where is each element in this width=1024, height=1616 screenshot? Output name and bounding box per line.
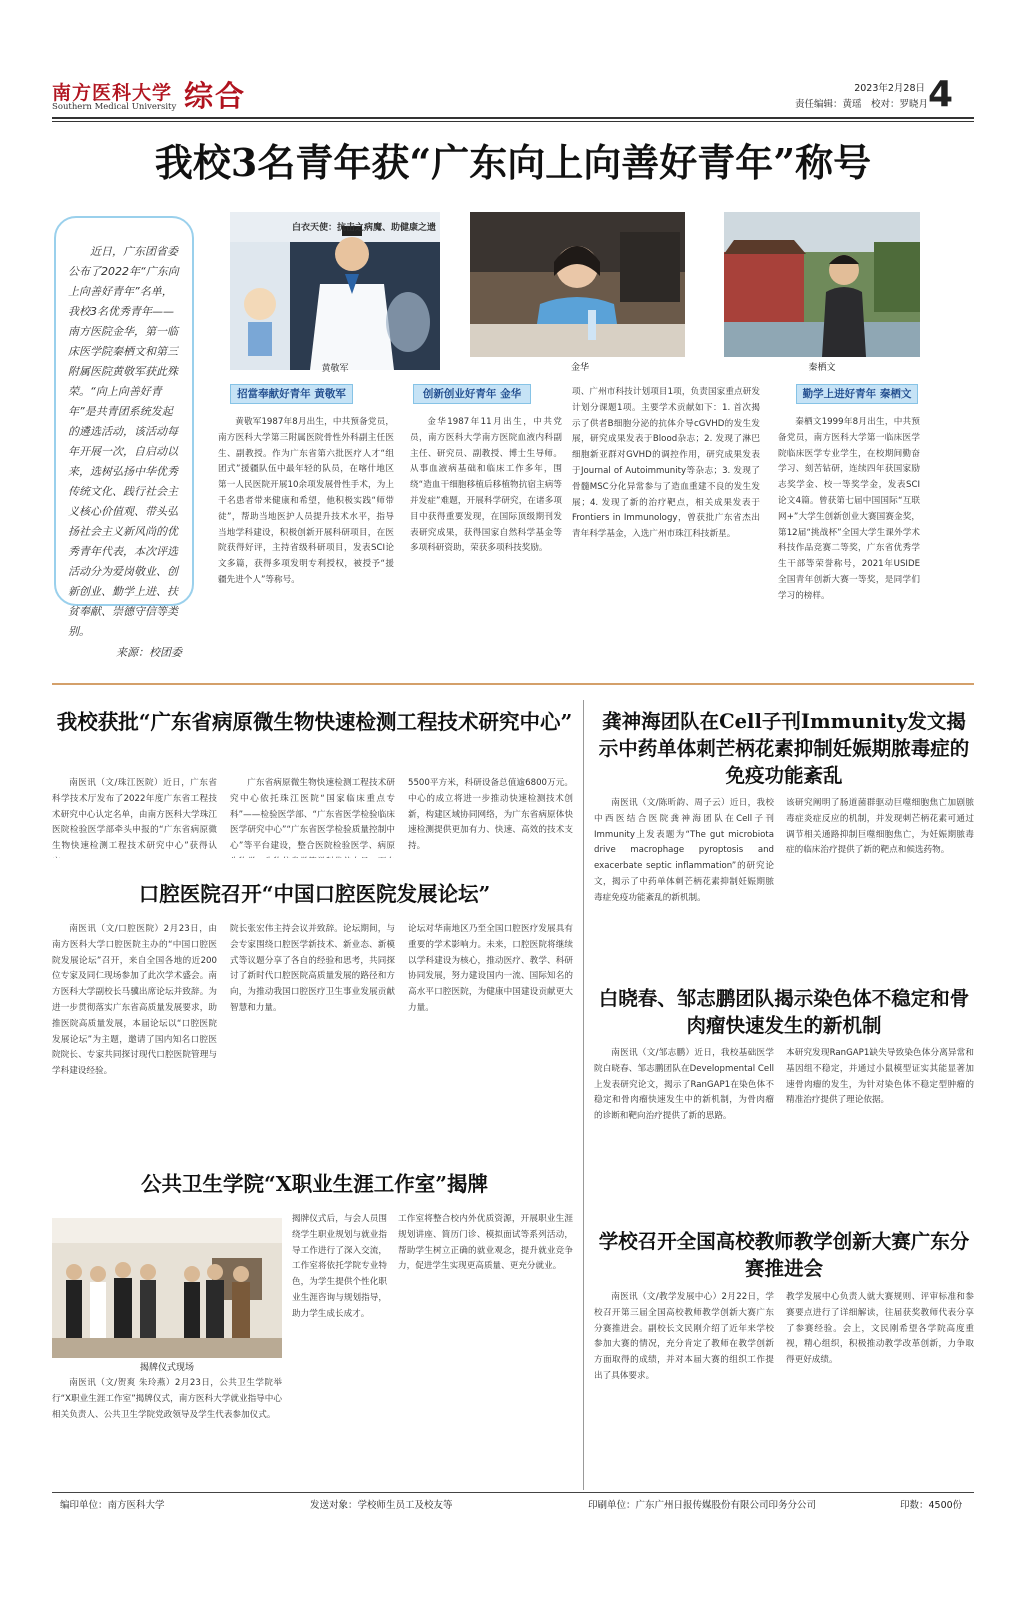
article5-col1: 南医讯（文/邹志鹏）近日，我校基础医学院白晓春、邹志鹏团队在Developmental Cell上发表研究论文，揭示了RanGAP1在染色体不稳定和骨肉瘤快速发生中的新机制，为骨肉瘤的诊断和靶向治疗提供了新的思路。 <box>594 1048 774 1122</box>
masthead-logo: 南方医科大学 <box>52 82 172 102</box>
main-headline: 我校3名青年获“广东向上向善好青年”称号 <box>154 140 872 185</box>
article3-col3: 工作室将整合校内外优质资源，开展职业生涯规划讲座、简历门诊、模拟面试等系列活动，帮助学生树立正确的就业观念，提升就业竞争力，促进学生实现更高质量、更充分就业。 <box>398 1214 573 1272</box>
article2-col2: 院长张宏伟主持会议并致辞。论坛期间，与会专家围绕口腔医学新技术、新业态、新模式等议题分享了各自的经验和思考，共同探讨了新时代口腔医院高质量发展的路径和方向，为推动我国口腔医疗卫生事业发展贡献智慧和力量。 <box>230 924 395 1013</box>
photo-huang-board-text: 白衣天使：抗击之病魔、助健康之遗 <box>292 223 437 233</box>
award-label-huang: 招當奉献好青年 黄敬军 <box>230 384 353 404</box>
article6-col1: 南医讯（文/教学发展中心）2月22日，学校召开第三届全国高校教师教学创新大赛广东分赛推进会。副校长文民刚介绍了近年来学校参加大赛的情况，充分肯定了教师在教学创新方面取得的成绩，并对本届大赛的组织工作提出了具体要求。 <box>594 1292 774 1381</box>
article6-col2: 教学发展中心负责人就大赛规则、评审标准和参赛要点进行了详细解读，往届获奖教师代表分享了参赛经验。会上，文民刚希望各学院高度重视，精心组织，积极推动教学改革创新，力争取得更好成绩。 <box>786 1292 974 1366</box>
footer-audience: 发送对象：学校师生员工及校友等 <box>310 1500 453 1511</box>
photo-jin-caption: 金华 <box>570 363 589 373</box>
photo-jin-image <box>470 212 685 357</box>
footer-copies: 印数：4500份 <box>900 1500 963 1511</box>
article3-photo <box>52 1218 282 1358</box>
bio-huang: 黄敬军1987年8月出生，中共预备党员，南方医科大学第三附属医院骨性外科副主任医生、副教授。作为广东省第六批医疗人才“组团式”援疆队伍中最年轻的队员，在喀什地区第一人民医院开展10余项发展骨性手术，为上千名患者带来健康和希望，他积极实践“师带徒”，帮助当地医护人员提升技术水平，指导当地学科建设，积极创新开展科研项目，在医院获得好评，主持省级科研项目，发表SCI论文多篇，获得多项发明专利授权，被授予“援疆先进个人”等称号。 <box>218 417 394 585</box>
article1-title: 我校获批“广东省病原微生物快速检测工程技术研究中心” <box>56 710 573 734</box>
article3-photo-image <box>52 1218 282 1358</box>
column-divider <box>583 700 584 1490</box>
photo-qin-image <box>724 212 920 357</box>
footer-rule <box>52 1492 974 1493</box>
article1-col2: 广东省病原微生物快速检测工程技术研究中心依托珠江医院“国家临床重点专科”——检验医学部、“广东省医学检验临床医学研究中心”“广东省医学检验质量控制中心”等平台建设，整合医院检验医学、病原 <box>230 778 395 852</box>
section-title: 综合 <box>184 79 247 113</box>
bio-qin: 秦栖文1999年8月出生，中共预备党员，南方医科大学第一临床医学院临床医学专业学生，在校期间勤奋学习、刻苦钻研，连续四年获国家励志奖学金、校一等奖学金，发表SCI论文4篇。曾获第七届中国国际“互联网+”大学生创新创业大赛国赛金奖，第12届“挑战杯”全国大学生课外学术科技作品竞赛二等奖，广东省优秀学生干部等荣誉称号，2021年USIDE全国青年创新大赛一等奖，是同学们学习的榜样。 <box>778 417 920 601</box>
article4-col2: 该研究阐明了肠道菌群驱动巨噬细胞焦亡加剧脓毒症炎症反应的机制，并发现刺芒柄花素可通过调节相关通路抑制巨噬细胞焦亡，为妊娠期脓毒症的临床治疗提供了新的靶点和候选药物。 <box>786 798 974 856</box>
intro-sidebar <box>54 216 194 659</box>
article2-col1: 南医讯（文/口腔医院）2月23日，由南方医科大学口腔医院主办的“中国口腔医院发展论坛”召开，来自全国各地的近200位专家及同仁现场参加了此次学术盛会。南方医科大学副校长马骥出席论坛并致辞。为进一步贯彻落实广东省高质量发展要求，助推医院高质量发展，本届论坛以“口腔医院发展论坛”为主题，邀请了国内知名口腔医院院长、专家共同探讨现代口腔医院管理与学科建设经验。 <box>52 924 217 1077</box>
article3-photo-caption: 揭牌仪式现场 <box>139 1363 194 1373</box>
award-label-jin: 创新创业好青年 金华 <box>413 384 531 404</box>
section-divider <box>52 683 974 685</box>
issue-date: 2023年2月28日 <box>854 83 925 94</box>
article1-col1: 南医讯（文/珠江医院）近日，广东省科学技术厅发布了2022年度广东省工程技术研究中心认定名单，由南方医科大学珠江医院检验医学部牵头申报的“广东省病原微生物快速检测工程技术研究中心”获得认 <box>52 778 217 852</box>
article3-title: 公共卫生学院“X职业生涯工作室”揭牌 <box>141 1172 488 1196</box>
article4-title: 龚神海团队在Cell子刊Immunity发文揭示中药单体刺芒柄花素抑制妊娠期脓毒症的免疫功能紊乱 <box>598 710 970 787</box>
article1-col3: 5500平方米，科研设备总值逾6800万元。中心的成立将进一步推动快速检测技术创新，构建区域协同网络，为广东省病原体快速检测提供更加有力、快速、高效的技术支持。 <box>408 778 573 852</box>
article5-col2: 本研究发现RanGAP1缺失导致染色体分离异常和基因组不稳定，并通过小鼠模型证实其能显著加速骨肉瘤的发生，为针对染色体不稳定型肿瘤的精准治疗提供了理论依据。 <box>786 1048 974 1106</box>
sidebar-text: 近日，广东团省委公布了2022年“广东向上向善好青年”名单，我校3名优秀青年——南方医院金华，第一临床医学院秦栖文和第三附属医院黄敬军获此殊荣。“向上向善好青年”是共青团系统发起的遴选活动，该活动每年开展一次，自启动以来，选树弘扬中华优秀传统文化、践行社会主义核心价值观、带头弘扬社会主义新风尚的优秀青年代表，本次评选活动分为爱岗敬业、创新创业、勤学上进、扶贫奉献、崇德守信等类别。 <box>68 245 179 638</box>
editor-info: 责任编辑：黄瑶 校对：罗晓月 <box>794 99 928 110</box>
photo-qin <box>724 212 920 357</box>
article2-title: 口腔医院召开“中国口腔医院发展论坛” <box>138 882 491 906</box>
photo-jin <box>470 212 685 357</box>
article5-title: 白晓春、邹志鹏团队揭示染色体不稳定和骨肉瘤快速发生的新机制 <box>598 987 970 1037</box>
article3-col2: 揭牌仪式后，与会人员围绕学生职业规划与就业指导工作进行了深入交流，工作室将依托学院专业特色，为学生提供个性化职业生涯咨询与规划指导，助力学生成长成才。 <box>292 1214 387 1319</box>
photo-huang <box>230 212 440 370</box>
page-number: 4 <box>928 74 954 115</box>
photo-qin-caption: 秦栖文 <box>808 363 836 373</box>
article2-col3: 论坛对华南地区乃至全国口腔医疗发展具有重要的学术影响力。未来，口腔医院将继续以学科建设为核心，推动医疗、教学、科研协同发展，努力建设国内一流、国际知名的高水平口腔医院，为健康中国建设贡献更大力量。 <box>408 924 573 1013</box>
award-label-qin: 勤学上进好青年 秦栖文 <box>796 384 918 404</box>
sidebar-source: 来源：校团委 <box>116 646 182 659</box>
footer-printer: 印刷单位：广东广州日报传媒股份有限公司印务分公司 <box>588 1500 817 1511</box>
bio-jin-cont: 项、广州市科技计划项目1项，负责国家重点研发计划分课题1项。主要学术贡献如下：1. 首次揭示了供者B细胞分泌的抗体介导cGVHD的发生发展，研究成果发表于Blood杂志；2. 发现了淋巴细胞新亚群对GVHD的调控作用，研究成果发表于Journal of Autoimmunity等杂志；3. 发现了骨髓MSC分化异常参与了造血重建不良的发生发展；4. 发现了新的治疗靶点，相关成果发表于Frontiers in Immunology，曾获批广东省杰出青年科学基金，入选广州市珠江科技新星。 <box>572 387 760 540</box>
article4-col1: 南医讯（文/陈昕韵、周子云）近日，我校中西医结合医院龚神海团队在Cell子刊Immunity上发表题为“The gut microbiota drive macrophage pyroptosis and exacerbate septic inflammation”的研究论文，揭示了中药单体刺芒柄花素抑制妊娠期脓毒症免疫功能紊乱的新机制。 <box>594 798 774 903</box>
bio-jin: 金华1987年11月出生，中共党员，南方医科大学南方医院血液内科副主任、研究员、副教授、博士生导师。从事血液病基础和临床工作多年，围绕“造血干细胞移植后移植物抗宿主病等并发症”难题，开展科学研究，在诸多项目中获得重要发现，在国际顶级期刊发表研究成果，获得国家自然科学基金等多项科研资助，荣获多项科技奖励。 <box>410 417 562 554</box>
footer-publisher: 编印单位：南方医科大学 <box>60 1500 165 1511</box>
masthead-logo-en: Southern Medical University <box>52 102 177 112</box>
header-rule-thin <box>52 121 974 122</box>
photo-huang-caption: 黄敬军 <box>321 364 349 374</box>
article6-title: 学校召开全国高校教师教学创新大赛广东分赛推进会 <box>598 1230 970 1280</box>
photo-huang-image <box>230 212 440 370</box>
header-rule <box>52 117 974 119</box>
article3-col1: 南医讯（文/贺爽 朱玲燕）2月23日，公共卫生学院举行“X职业生涯工作室”揭牌仪式，南方医科大学就业指导中心相关负责人、公共卫生学院党政领导及学生代表参加仪式。 <box>52 1378 282 1420</box>
